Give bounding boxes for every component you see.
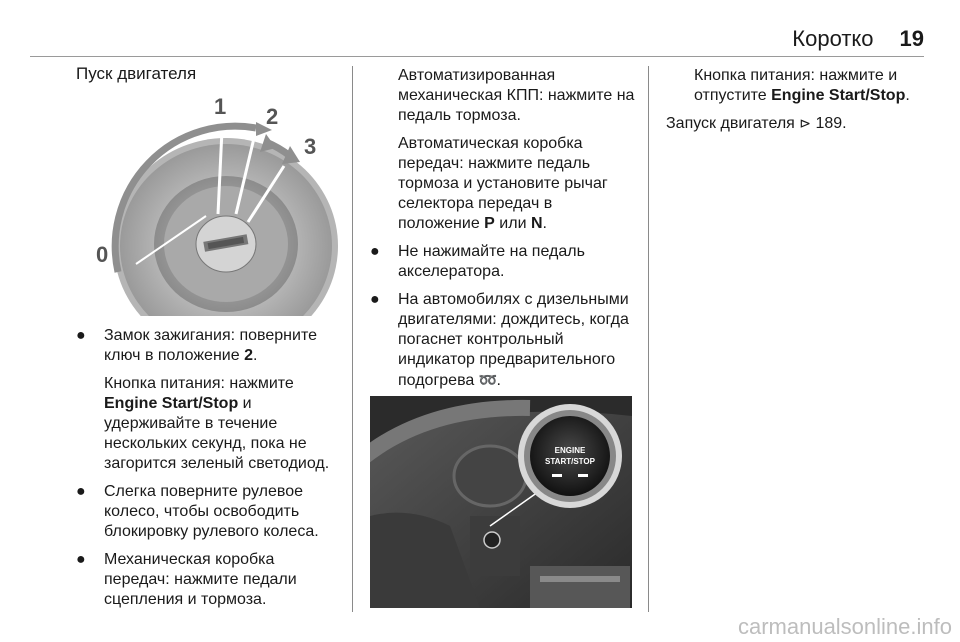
item-subparagraph (104, 374, 338, 474)
item-text: Не нажимайте на педаль акселератора. (398, 243, 585, 280)
bullet-dot: ● (76, 483, 86, 500)
chapter-title: Коротко (792, 26, 874, 51)
glow-plug-icon: ➿ (478, 371, 497, 389)
column-divider-1 (352, 66, 353, 612)
position-3-label: 3 (304, 134, 317, 159)
position-1-label: 1 (214, 94, 227, 119)
item-text: Слегка поверните рулевое колесо, чтобы освободить блокировку рулевого колеса. (104, 483, 319, 540)
list-item (370, 290, 636, 391)
item-text: На автомобилях с дизельными двигателями: дождитесь, когда погаснет контрольный индикатор предварительного подогрева (398, 291, 629, 389)
header-rule (30, 56, 924, 57)
paragraph-text: Автоматическая коробка передач: нажмите педаль тормоза и установите рычаг селектора передач в положение (398, 135, 608, 232)
subpara-text-post: и удерживайте в течение нескольких секунд, пока не загорится зеленый светодиод. (104, 395, 330, 472)
subpara-bold: Engine Start/Stop (104, 395, 239, 412)
item-text-post: . (252, 347, 258, 364)
gear-p-label: P (484, 215, 495, 232)
button-label-line2: START/STOP (545, 457, 595, 466)
ignition-lock-figure (76, 94, 338, 316)
watermark: carmanualsonline.info (737, 614, 952, 639)
list-item (370, 242, 636, 282)
list-item (76, 326, 338, 474)
page-number: 19 (899, 26, 924, 51)
paragraph-text-post: . (905, 87, 910, 104)
item-bold: 2 (244, 347, 253, 364)
list-item (76, 482, 338, 542)
column-3 (666, 66, 928, 142)
list-item (76, 550, 338, 610)
cross-reference[interactable] (666, 114, 928, 134)
column-1 (76, 64, 338, 618)
paragraph-text-post: . (542, 215, 547, 232)
bullet-dot: ● (370, 243, 380, 260)
section-title: Пуск двигателя (76, 64, 197, 83)
gear-n-label: N (530, 215, 543, 232)
page-header (792, 26, 924, 56)
button-label-line1: ENGINE (554, 446, 586, 455)
position-2-label: 2 (266, 104, 279, 129)
item-text: Механическая коробка передач: нажмите педали сцепления и тормоза. (104, 551, 297, 608)
subpara-text: Кнопка питания: нажмите (104, 375, 294, 392)
paragraph: Автоматизированная механическая КПП: нажмите на педаль тормоза. (398, 67, 635, 124)
bullet-dot: ● (370, 291, 380, 308)
paragraph (370, 134, 636, 234)
paragraph-text-mid: или (494, 215, 531, 232)
reference-arrow-icon: ⊳ (799, 116, 811, 132)
paragraph (666, 66, 928, 106)
bullet-dot: ● (76, 327, 86, 344)
cross-reference-text: Запуск двигателя (666, 115, 800, 132)
item-text-post: . (496, 372, 501, 389)
column-divider-2 (648, 66, 649, 612)
position-0-label: 0 (96, 242, 109, 267)
item-text: Замок зажигания: поверните ключ в положение (104, 327, 317, 364)
paragraph-bold: Engine Start/Stop (771, 87, 906, 104)
bullet-dot: ● (76, 551, 86, 568)
start-stop-button-photo (370, 396, 632, 608)
cross-reference-page: 189. (811, 115, 847, 132)
paragraph-text: Кнопка питания: нажмите и отпустите (694, 67, 898, 104)
